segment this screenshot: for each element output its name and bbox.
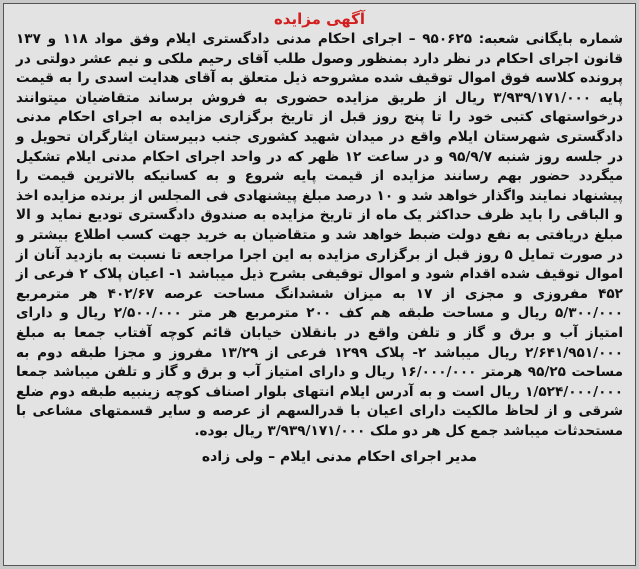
notice-signature: مدیر اجرای احکام مدنی ایلام – ولی زاده xyxy=(201,449,478,466)
notice-title: آگهی مزایده xyxy=(273,10,366,28)
auction-notice xyxy=(3,3,636,566)
notice-body: شماره بایگانی شعبه: ۹۵۰۶۲۵ – اجرای احکام مدنی دادگستری ایلام وفق مواد ۱۱۸ و ۱۳۷ قانون اجرای احکام در نظر دارد بمنظور وصول طلب آقای رحیم ملکی و نیم عشر دولتی در پرونده کلاسه فوق اموال توقیف شده مشروحه ذیل متعلق به آقای هدایت اسدی را به قیمت پایه ۳/۹۳۹/۱۷۱/۰۰۰ ریال از طریق مزایده حضوری به فروش برساند متقاضیان میتوانند درخواستهای کتبی خود را تا پنج روز قبل از تاریخ برگزاری مزایده به اجرای احکام مدنی دادگستری شهرستان ایلام واقع در میدان شهید کشوری جنب دبیرستان ایثارگران تحویل و در جلسه روز شنبه ۹۵/۹/۷ و در ساعت ۱۲ ظهر که در واحد اجرای احکام مدنی ایلام تشکیل میگردد حضور بهم رسانند مزایده از قیمت پایه شروع و به کسانیکه بالاترین قیمت را پیشنهاد نمایند واگذار خواهد شد و ۱۰ درصد مبلغ پیشنهادی فی المجلس از برنده مزایده اخذ و الباقی را باید ظرف حداکثر یک ماه از تاریخ مزایده به صندوق دادگستری تودیع نماید و الا مبلغ دریافتی به نفع دولت ضبط خواهد شد و متقاضیان به خرید جهت کسب اطلاع بیشتر و در صورت تمایل ۵ روز قبل از برگزاری مزایده به این اجرا مراجعه تا نسبت به بازدید آنان از اموال توقیف شده اقدام شود و اموال توقیفی بشرح ذیل میباشد ۱- اعیان پلاک ۲ فرعی از ۴۵۲ مفروزی و مجزی از ۱۷ به میزان ششدانگ مساحت عرصه ۴۰۲/۶۷ هر مترمربع ۵/۳۰۰/۰۰۰ ریال و مساحت طبقه هم کف ۲۰۰ مترمربع هر متر ۲/۵۰۰/۰۰۰ ریال و دارای امتیاز آب و برق و گاز و تلفن واقع در بانقلان خیابان قائم کوچه آفتاب جمعا به مبلغ ۲/۶۴۱/۹۵۱/۰۰۰ ریال میباشد ۲- پلاک ۱۲۹۹ فرعی از ۱۳/۲۹ مفروز و مجزا طبقه دوم به مساحت ۹۵/۲۵ هرمتر ۱۶/۰۰۰/۰۰۰ ریال و دارای امتیاز آب و برق و گاز و تلفن میباشد جمعا ۱/۵۲۴/۰۰۰/۰۰۰ ریال است و به آدرس ایلام انتهای بلوار اصناف کوچه زینبیه طبقه دوم ضلع شرقی و از لحاظ مالکیت دارای اعیان با قدرالسهم از عرصه و سایر قسمتهای مشاعی با مستحدثات میباشد جمع کل هر دو ملک ۳/۹۳۹/۱۷۱/۰۰۰ ریال بوده. xyxy=(16,31,623,439)
